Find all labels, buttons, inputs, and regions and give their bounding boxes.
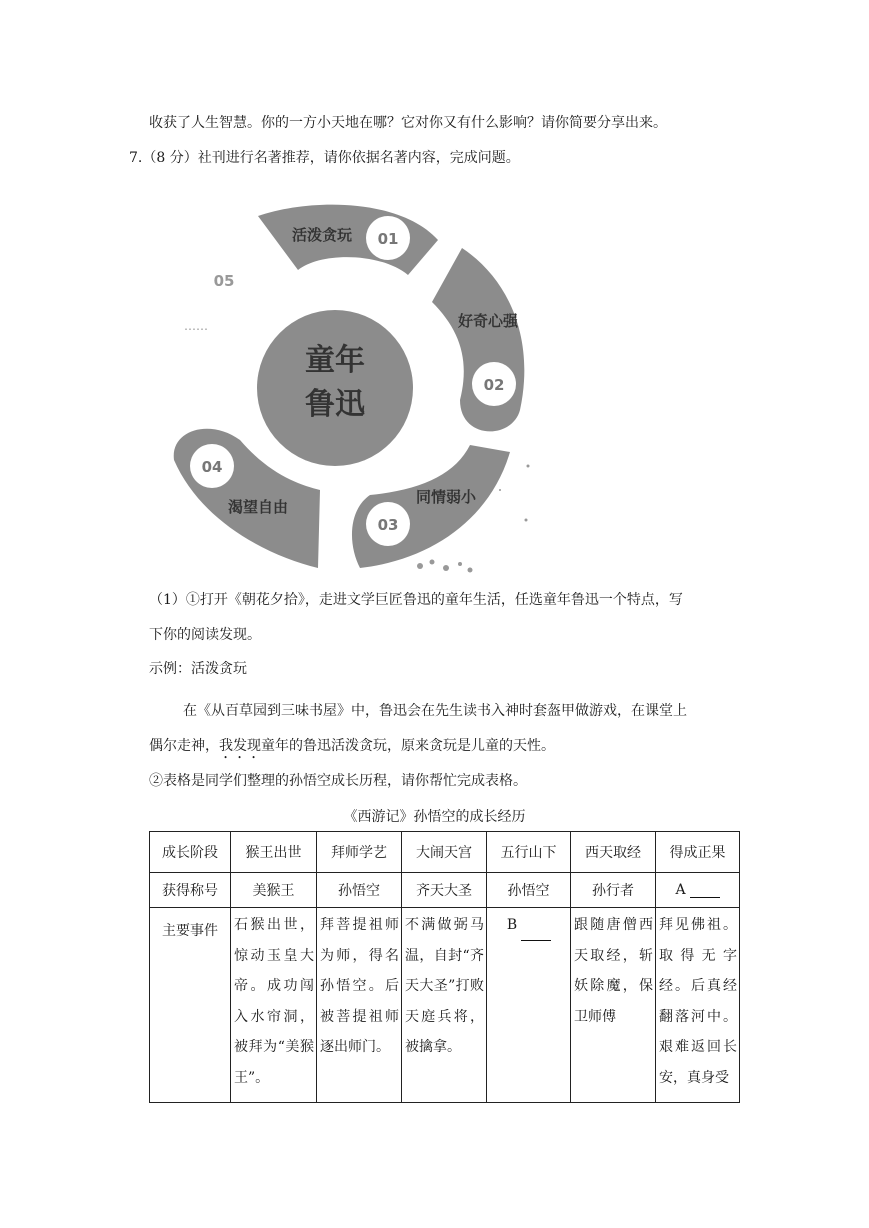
example-p2-emphasis: 我发现 bbox=[219, 738, 261, 754]
segment-label-03: 同情弱小 bbox=[415, 488, 477, 506]
title-cell: 齐天大圣 bbox=[402, 873, 487, 908]
sub-question-1-line2: 下你的阅读发现。 bbox=[149, 627, 261, 643]
event-text: 不满做弼马温，自封“齐天大圣”打败天庭兵将，被擒拿。 bbox=[405, 917, 484, 1055]
title-cell: 孙行者 bbox=[571, 873, 656, 908]
segment-label-04: 渴望自由 bbox=[227, 498, 289, 516]
table-header-row bbox=[150, 832, 740, 873]
header-cell: 西天取经 bbox=[571, 832, 656, 873]
segment-label-01: 活泼贪玩 bbox=[291, 226, 353, 244]
example-paragraph-2 bbox=[149, 737, 555, 762]
question-7: 7.（8 分）社刊进行名著推荐，请你依据名著内容，完成问题。 bbox=[129, 150, 520, 166]
event-text: 石猴出世，惊动玉皇大帝。成功闯入水帘洞，被拜为“美猴王”。 bbox=[234, 917, 314, 1086]
segment-num-02: 02 bbox=[483, 376, 505, 394]
title-cell: 获得称号 bbox=[150, 873, 231, 908]
event-cell bbox=[317, 908, 402, 1103]
item-2-prompt: ②表格是同学们整理的孙悟空成长历程，请你帮忙完成表格。 bbox=[149, 773, 527, 789]
event-cell bbox=[231, 908, 317, 1103]
event-cell bbox=[571, 908, 656, 1103]
blank-a-label: A bbox=[675, 882, 686, 898]
growth-table bbox=[149, 831, 740, 1103]
segment-02 bbox=[432, 248, 524, 431]
segment-label-02: 好奇心强 bbox=[457, 312, 519, 330]
header-cell: 五行山下 bbox=[487, 832, 571, 873]
dots-indicator: …… bbox=[184, 319, 208, 333]
blank-a-line[interactable] bbox=[690, 883, 720, 898]
event-text: 跟随唐僧西天取经，斩妖除魔，保卫师傅 bbox=[574, 917, 653, 1025]
title-cell: 美猴王 bbox=[231, 873, 317, 908]
event-text: 拜菩提祖师为师，得名孙悟空。后被菩提祖师逐出师门。 bbox=[320, 917, 399, 1055]
table-title-row bbox=[150, 873, 740, 908]
answer-blank-b-cell[interactable] bbox=[487, 908, 571, 1103]
events-label: 主要事件 bbox=[162, 923, 218, 939]
header-cell: 得成正果 bbox=[656, 832, 740, 873]
events-label-cell bbox=[150, 908, 231, 1103]
header-cell: 大闹天宫 bbox=[402, 832, 487, 873]
answer-blank-a-cell[interactable] bbox=[656, 873, 740, 908]
table-caption: 《西游记》孙悟空的成长经历 bbox=[343, 809, 526, 825]
segment-num-04: 04 bbox=[201, 458, 223, 476]
event-cell bbox=[656, 908, 740, 1103]
example-label: 示例：活泼贪玩 bbox=[149, 661, 247, 677]
segment-num-01: 01 bbox=[377, 230, 399, 248]
header-cell: 拜师学艺 bbox=[317, 832, 402, 873]
blank-b-label: B bbox=[506, 917, 518, 933]
table-events-row bbox=[150, 908, 740, 1103]
center-line-1: 童年 bbox=[305, 343, 365, 378]
example-p2-c: 童年的鲁迅活泼贪玩，原来贪玩是儿童的天性。 bbox=[261, 738, 555, 754]
header-cell: 成长阶段 bbox=[150, 832, 231, 873]
blank-b-line[interactable] bbox=[521, 926, 551, 941]
example-paragraph-1: 在《从百草园到三味书屋》中，鲁迅会在先生读书入神时套盔甲做游戏，在课堂上 bbox=[183, 703, 687, 719]
center-line-2: 鲁迅 bbox=[305, 387, 365, 422]
example-p2-a: 偶尔走神， bbox=[149, 738, 219, 754]
title-cell: 孙悟空 bbox=[317, 873, 402, 908]
event-cell bbox=[402, 908, 487, 1103]
childhood-luxun-diagram bbox=[170, 190, 550, 580]
num-05: 05 bbox=[213, 272, 235, 290]
title-cell: 孙悟空 bbox=[487, 873, 571, 908]
segment-num-03: 03 bbox=[377, 516, 399, 534]
intro-line: 收获了人生智慧。你的一方小天地在哪？它对你又有什么影响？请你简要分享出来。 bbox=[149, 115, 667, 131]
header-cell: 猴王出世 bbox=[231, 832, 317, 873]
event-text: 拜见佛祖。取得无字经。后真经翻落河中。艰难返回长安，真身受 bbox=[659, 917, 737, 1086]
sub-question-1-line1: （1）①打开《朝花夕拾》，走进文学巨匠鲁迅的童年生活，任选童年鲁迅一个特点，写 bbox=[149, 592, 683, 608]
